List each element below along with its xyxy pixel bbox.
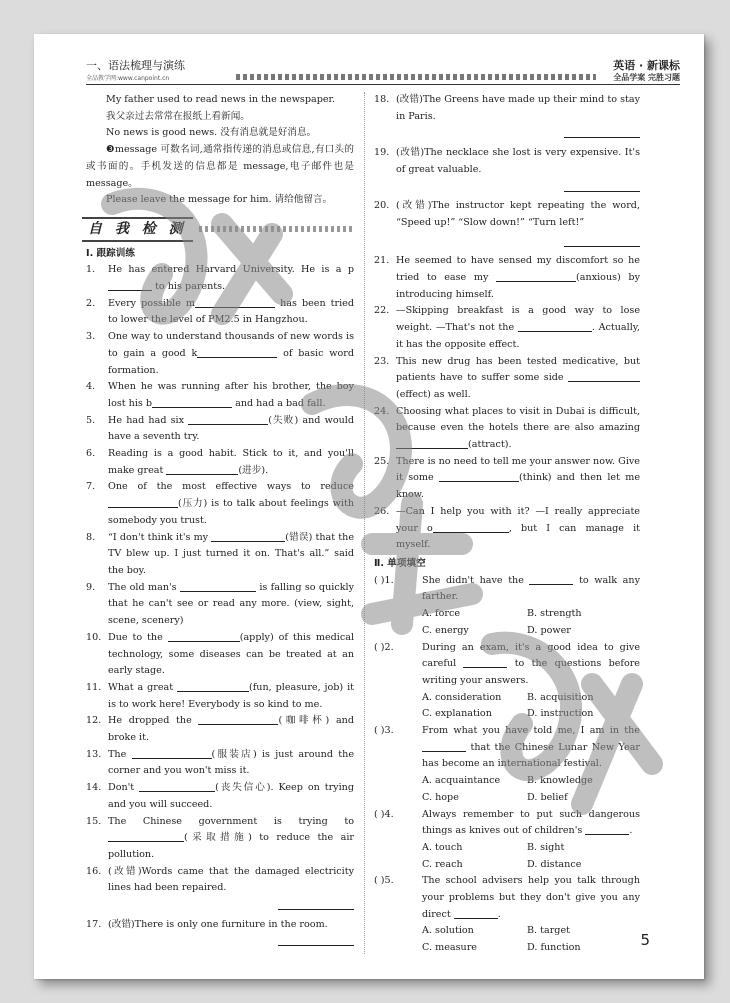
mc-text-tail: that the Chinese Lunar New Year has become an international festival. xyxy=(422,741,640,770)
answer-blank[interactable] xyxy=(108,897,354,917)
question-number: 18. xyxy=(374,94,390,105)
question-item xyxy=(86,814,354,864)
question-text: What a great xyxy=(108,681,178,693)
answer-blank[interactable] xyxy=(188,413,268,425)
left-question-list xyxy=(86,262,354,953)
mc-option[interactable]: D. belief xyxy=(527,791,568,803)
question-text-tail: (丧失信心). Keep on trying and you will succeed. xyxy=(108,782,354,810)
header-chapter-title: 一、语法梳理与演练 xyxy=(86,59,185,72)
mc-text: During an exam, it's a good idea to give careful xyxy=(422,641,640,670)
answer-blank[interactable] xyxy=(396,234,640,254)
mc-question xyxy=(374,573,640,640)
mc-option[interactable]: B. sight xyxy=(527,841,565,853)
answer-blank[interactable] xyxy=(152,396,232,408)
answer-blank[interactable] xyxy=(195,296,275,308)
question-number: 22. xyxy=(374,305,390,317)
question-text-tail: (apply) of this medical technology, some diseases can be treated at an early stage. xyxy=(108,631,355,677)
question-text: Reading is a good habit. Stick to it, and you'll make great xyxy=(108,448,354,476)
question-text: —Skipping breakfast is a good way to lose weight. —That's not the xyxy=(396,305,640,334)
mc-options xyxy=(374,606,640,639)
mc-stem xyxy=(374,873,640,923)
question-number: 9. xyxy=(86,581,96,593)
answer-blank[interactable] xyxy=(177,680,249,692)
mc-text: From what you have told me, I am in the xyxy=(422,725,640,737)
page-number: 5 xyxy=(640,931,650,949)
mc-answer-slot[interactable]: ( )4. xyxy=(374,808,394,820)
question-item xyxy=(374,253,640,303)
mc-option[interactable]: A. touch xyxy=(422,841,463,853)
answer-blank[interactable] xyxy=(108,279,152,291)
question-item xyxy=(86,446,354,479)
question-text-tail: (失败) and would have a seventh try. xyxy=(108,414,354,443)
question-text-tail: . Actually, it has the opposite effect. xyxy=(396,322,640,350)
answer-blank[interactable] xyxy=(454,907,498,919)
left-column xyxy=(86,92,354,953)
question-number: 8. xyxy=(86,531,96,543)
question-item xyxy=(86,864,354,917)
intro-note: ❸message 可数名词,通常指传递的消息或信息,有口头的或书面的。手机发送的信息都是 message,电子邮件也是 message。 xyxy=(86,144,354,189)
answer-blank[interactable] xyxy=(180,580,256,592)
mc-option[interactable]: A. force xyxy=(422,608,460,620)
question-number: 5. xyxy=(86,414,96,426)
mc-option[interactable]: A. consideration xyxy=(422,691,502,703)
question-number: 12. xyxy=(86,715,102,727)
question-number: 1. xyxy=(86,264,96,276)
question-item xyxy=(86,747,354,780)
question-text-tail: (咖啡杯) and broke it. xyxy=(108,715,354,744)
answer-blank[interactable] xyxy=(108,933,354,953)
mc-question xyxy=(374,807,640,874)
question-text-tail: (effect) as well. xyxy=(396,388,471,400)
question-text-tail: (attract). xyxy=(468,439,512,451)
question-number: 20. xyxy=(374,200,390,212)
header-brand: 全品学案 完胜习题 xyxy=(613,73,680,82)
question-number: 21. xyxy=(374,255,390,267)
question-number: 25. xyxy=(374,455,390,467)
mc-answer-slot[interactable]: ( )5. xyxy=(374,875,394,887)
question-number: 11. xyxy=(86,681,102,693)
question-number: 4. xyxy=(86,381,96,393)
mc-text-tail: . xyxy=(497,908,501,920)
mc-text: The school advisers help you talk through your problems but they don't give you any direct xyxy=(422,875,640,920)
question-item xyxy=(374,92,640,145)
question-text: The Chinese government is trying to xyxy=(108,815,354,827)
mc-question xyxy=(374,640,640,724)
question-text: “I don't think it's my xyxy=(108,531,212,543)
question-number: 26. xyxy=(374,505,390,517)
answer-blank[interactable] xyxy=(197,346,277,358)
question-item xyxy=(374,303,640,353)
mc-answer-slot[interactable]: ( )3. xyxy=(374,725,394,737)
intro-line-3: No news is good news. 没有消息就是好消息。 xyxy=(106,127,317,139)
intro-line-2: 我父亲过去常常在报纸上看新闻。 xyxy=(106,110,250,122)
mc-options xyxy=(374,690,640,723)
question-text-tail: (fun, pleasure, job) it is to work here! Everybody is so kind to me. xyxy=(108,681,354,710)
mc-stem xyxy=(374,723,640,773)
question-number: 7. xyxy=(86,481,96,493)
question-text-tail: is falling so quickly that he can't see or read any more. (view, sight, scene, scenery) xyxy=(108,581,354,627)
mc-text-tail: to the questions before writing your answers. xyxy=(422,658,640,686)
answer-blank[interactable] xyxy=(139,780,215,792)
question-item xyxy=(86,630,354,680)
question-item xyxy=(86,713,354,746)
question-number: 10. xyxy=(86,631,102,643)
question-number: 6. xyxy=(86,448,96,460)
part2-title: Ⅱ. 单项填空 xyxy=(374,557,426,569)
mc-answer-slot[interactable]: ( )2. xyxy=(374,641,394,653)
question-item xyxy=(86,262,354,295)
answer-blank[interactable] xyxy=(568,370,640,382)
mc-option[interactable]: D. power xyxy=(527,624,571,636)
answer-blank[interactable] xyxy=(211,530,285,542)
question-item xyxy=(86,680,354,713)
answer-blank[interactable] xyxy=(396,179,640,199)
question-number: 19. xyxy=(374,147,390,159)
answer-blank[interactable] xyxy=(396,125,640,145)
answer-blank[interactable] xyxy=(166,463,238,475)
question-text-tail: of basic word formation. xyxy=(108,347,355,376)
question-item xyxy=(86,329,354,379)
right-column xyxy=(374,92,640,957)
mc-option[interactable]: C. energy xyxy=(422,624,469,636)
mc-answer-slot[interactable]: ( )1. xyxy=(374,574,394,586)
answer-blank[interactable] xyxy=(108,830,184,842)
part1-title: Ⅰ. 跟踪训练 xyxy=(86,247,135,259)
mc-option[interactable]: B. target xyxy=(527,925,570,937)
mc-option[interactable]: C. measure xyxy=(422,942,477,954)
answer-blank[interactable] xyxy=(518,320,592,332)
mc-option[interactable]: A. acquaintance xyxy=(422,775,501,787)
header-hatch-bar xyxy=(236,74,596,80)
answer-blank[interactable] xyxy=(168,630,240,642)
mc-options xyxy=(374,923,640,956)
mc-option[interactable]: C. explanation xyxy=(422,708,492,720)
question-text: (改错)There is only one furniture in the room. xyxy=(108,918,328,930)
answer-blank[interactable] xyxy=(439,470,519,482)
section-title-stripe xyxy=(199,226,354,232)
answer-blank[interactable] xyxy=(422,740,466,752)
question-item xyxy=(86,479,354,529)
question-number: 16. xyxy=(86,865,102,877)
mc-options xyxy=(374,773,640,806)
question-text-tail: (服装店) is just around the corner and you won't miss it. xyxy=(108,748,354,777)
question-text-tail: to his parents. xyxy=(155,281,226,293)
question-item xyxy=(374,145,640,198)
intro-line-1: My father used to read news in the newspaper. xyxy=(106,94,336,105)
question-item xyxy=(86,780,354,813)
question-number: 14. xyxy=(86,782,102,794)
answer-blank[interactable] xyxy=(496,270,576,282)
question-text: One of the most effective ways to reduce xyxy=(108,481,354,493)
question-text: He dropped the xyxy=(108,715,199,727)
question-text: Don't xyxy=(108,782,140,794)
question-text-tail: (anxious) by introducing himself. xyxy=(396,272,640,300)
question-item xyxy=(86,530,354,580)
mc-option[interactable]: D. function xyxy=(527,942,581,954)
mc-stem xyxy=(374,640,640,690)
answer-blank[interactable] xyxy=(108,496,178,508)
mc-option[interactable]: D. distance xyxy=(527,858,582,870)
question-text-tail: and had a bad fall. xyxy=(232,397,326,409)
mc-option[interactable]: B. acquisition xyxy=(527,691,594,703)
header-website: 全品教学网:www.canpoint.cn xyxy=(86,75,170,82)
answer-blank[interactable] xyxy=(585,823,629,835)
question-item xyxy=(86,296,354,329)
question-item xyxy=(374,504,640,554)
question-item xyxy=(374,404,640,454)
question-text: The old man's xyxy=(108,581,180,593)
mc-option[interactable]: C. hope xyxy=(422,791,459,803)
document-page xyxy=(34,34,704,979)
question-text: He had had six xyxy=(108,414,189,426)
question-text-tail: (进步). xyxy=(238,464,269,476)
mc-text-tail: to walk any farther. xyxy=(422,574,640,603)
mc-stem xyxy=(374,573,640,606)
question-text: This new drug has been tested medicative, but patients have to suffer some side xyxy=(396,355,640,384)
question-text: When he was running after his brother, the boy lost his b xyxy=(108,381,354,409)
question-text: (改错)The necklace she lost is very expensive. It's of great valuable. xyxy=(396,147,640,175)
question-text: The xyxy=(108,748,132,760)
question-item xyxy=(374,454,640,504)
mc-option[interactable]: B. knowledge xyxy=(527,775,593,787)
mc-text: Always remember to put such dangerous things as knives out of children's xyxy=(422,808,640,837)
mc-question xyxy=(374,873,640,957)
question-text: Every possible m xyxy=(108,297,196,309)
question-number: 3. xyxy=(86,331,96,343)
question-item xyxy=(86,379,354,412)
question-item xyxy=(86,580,354,630)
answer-blank[interactable] xyxy=(529,573,573,585)
question-text-tail: , but I can manage it myself. xyxy=(396,522,640,551)
intro-line-5: Please leave the message for him. 请给他留言。 xyxy=(106,194,333,206)
question-text: (改错)Words came that the damaged electricity lines had been repaired. xyxy=(108,865,354,894)
question-item xyxy=(86,917,354,953)
mc-option[interactable]: C. reach xyxy=(422,858,463,870)
answer-blank[interactable] xyxy=(463,656,507,668)
question-text: He seemed to have sensed my discomfort so he tried to ease my xyxy=(396,255,640,284)
question-text-tail: (采取措施) to reduce the air pollution. xyxy=(108,832,354,860)
question-text: One way to understand thousands of new words is to gain a good k xyxy=(108,331,354,359)
mc-options xyxy=(374,840,640,873)
question-number: 2. xyxy=(86,297,96,309)
section-title: 自 我 检 测 xyxy=(82,217,193,242)
question-text: (改错)The Greens have made up their mind to stay in Paris. xyxy=(396,94,640,122)
question-text: He has entered Harvard University. He is a p xyxy=(108,264,354,276)
question-number: 24. xyxy=(374,405,390,417)
column-divider xyxy=(364,92,365,954)
question-number: 15. xyxy=(86,815,102,827)
mc-stem xyxy=(374,807,640,840)
mc-option[interactable]: A. solution xyxy=(422,925,474,937)
section-title-box xyxy=(82,217,354,242)
mc-option[interactable]: D. instruction xyxy=(527,708,594,720)
question-text: There is no need to tell me your answer now. Give it some xyxy=(396,455,640,484)
answer-blank[interactable] xyxy=(132,747,212,759)
question-item xyxy=(86,413,354,446)
header-rule xyxy=(86,84,680,85)
question-number: 17. xyxy=(86,918,102,930)
question-number: 23. xyxy=(374,355,390,367)
question-text: Choosing what places to visit in Dubai is difficult, because even the hotels there are also amazing xyxy=(396,405,640,434)
question-item xyxy=(374,198,640,253)
answer-blank[interactable] xyxy=(198,713,278,725)
question-text-tail: (压力) is to talk about feelings with somebody you trust. xyxy=(108,498,354,526)
mc-text-tail: . xyxy=(629,825,633,837)
question-text: (改错)The instructor kept repeating the word, “Speed up!” “Slow down!” “Turn left!” xyxy=(396,200,640,228)
answer-blank[interactable] xyxy=(396,437,468,449)
question-text-tail: has been tried to lower the level of PM2.5 in Hangzhou. xyxy=(108,297,354,326)
question-text-tail: (错误) that the TV blew up. I just turned it on. That's all.” said the boy. xyxy=(108,531,354,576)
multiple-choice-list xyxy=(374,573,640,957)
mc-option[interactable]: B. strength xyxy=(527,608,582,620)
question-text-tail: (think) and then let me know. xyxy=(396,472,640,501)
question-text: —Can I help you with it? —I really appreciate your o xyxy=(396,505,640,534)
answer-blank[interactable] xyxy=(433,521,509,533)
page-header xyxy=(86,57,680,85)
mc-question xyxy=(374,723,640,807)
question-number: 13. xyxy=(86,748,102,760)
question-item xyxy=(374,354,640,404)
mc-text: She didn't have the xyxy=(422,574,530,586)
question-text: Due to the xyxy=(108,631,168,643)
header-subject: 英语 · 新课标 xyxy=(613,59,680,72)
